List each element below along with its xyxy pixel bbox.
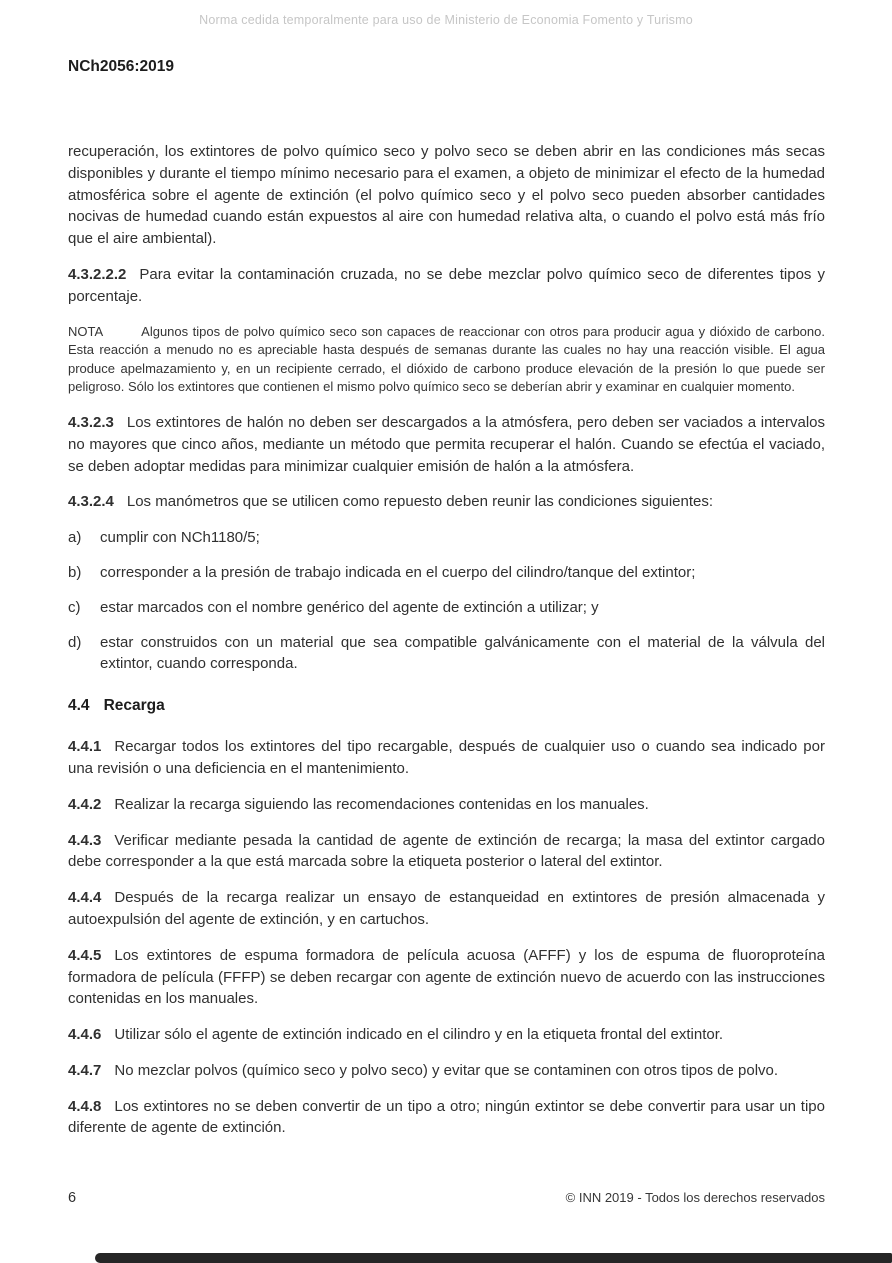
clause-text: Realizar la recarga siguiendo las recomendaciones contenidas en los manuales. bbox=[114, 795, 649, 813]
clause-number: 4.4.2 bbox=[68, 795, 102, 813]
clause-text: Los extintores de espuma formadora de película acuosa (AFFF) y los de espuma de fluoroproteína formadora de película (FFFP) se deben recargar con agente de extinción nuevo de acuerdo con las instrucciones contenidas en los manuales. bbox=[68, 946, 825, 1008]
clause-4-4-1 bbox=[68, 736, 825, 780]
clause-number: 4.4.7 bbox=[68, 1061, 102, 1079]
list-item-label: a) bbox=[68, 529, 82, 547]
clause-text: Los extintores de halón no deben ser descargados a la atmósfera, pero deben ser vaciados a intervalos no mayores que cinco años, mediante un método que permita recuperar el halón. Cuando se efectúa el vaciado, se deben adoptar medidas para minimizar cualquier emisión de halón a la atmósfera. bbox=[68, 413, 825, 475]
clause-number: 4.4.5 bbox=[68, 946, 102, 964]
clause-text: Para evitar la contaminación cruzada, no se debe mezclar polvo químico seco de diferentes tipos y porcentaje. bbox=[68, 265, 825, 305]
list-item-label: c) bbox=[68, 598, 81, 616]
list-item-text: estar marcados con el nombre genérico del agente de extinción a utilizar; y bbox=[100, 598, 599, 616]
list-item bbox=[68, 632, 825, 676]
paragraph-continuation: recuperación, los extintores de polvo químico seco y polvo seco se deben abrir en las condiciones más secas disponibles y durante el tiempo mínimo necesario para el examen, a objeto de minimizar el efecto de la humedad atmosférica sobre el agente de extinción (el polvo químico seco y el polvo seco pueden absorber cantidades nocivas de humedad cuando están expuestos al aire con humedad relativa alta, o cuando el polvo está más frío que el aire ambiental). bbox=[68, 143, 825, 248]
watermark-text: Norma cedida temporalmente para uso de Ministerio de Economia Fomento y Turismo bbox=[199, 13, 693, 27]
list-item-label: b) bbox=[68, 563, 82, 581]
clause-text: Recargar todos los extintores del tipo recargable, después de cualquier uso o cuando sea indicado por una revisión o una deficiencia en el mantenimiento. bbox=[68, 738, 825, 777]
note-block bbox=[68, 323, 825, 397]
section-heading-4-4 bbox=[68, 697, 825, 715]
clause-text: Después de la recarga realizar un ensayo de estanqueidad en extintores de presión almacenada y autoexpulsión del agente de extinción, y en cartuchos. bbox=[68, 889, 825, 928]
clause-4-3-2-2-2 bbox=[68, 264, 825, 308]
clause-4-4-6 bbox=[68, 1024, 825, 1046]
clause-4-4-4 bbox=[68, 887, 825, 931]
list-item bbox=[68, 527, 825, 549]
clause-4-4-3 bbox=[68, 830, 825, 874]
list-item bbox=[68, 597, 825, 619]
list-item-text: cumplir con NCh1180/5; bbox=[100, 529, 260, 547]
conditions-list bbox=[68, 527, 825, 675]
document-code: NCh2056:2019 bbox=[68, 58, 174, 75]
copyright-text: © INN 2019 - Todos los derechos reservados bbox=[565, 1190, 825, 1205]
clause-4-4-8 bbox=[68, 1096, 825, 1140]
list-item bbox=[68, 562, 825, 584]
bottom-edge-bar bbox=[95, 1253, 892, 1263]
clause-4-3-2-4 bbox=[68, 491, 825, 513]
clause-4-4-2 bbox=[68, 794, 825, 816]
list-item-text: estar construidos con un material que sea compatible galvánicamente con el material de la válvula del extintor, cuando corresponda. bbox=[100, 633, 825, 673]
clause-number: 4.4.1 bbox=[68, 738, 102, 756]
clause-text: Verificar mediante pesada la cantidad de agente de extinción de recarga; la masa del extintor cargado debe corresponder a la que está marcada sobre la etiqueta posterior o lateral del extintor. bbox=[68, 831, 825, 871]
clause-4-4-7 bbox=[68, 1060, 825, 1082]
clause-number: 4.3.2.2.2 bbox=[68, 265, 127, 283]
clause-4-4-5 bbox=[68, 945, 825, 1010]
section-number: 4.4 bbox=[68, 697, 90, 715]
clause-number: 4.4.3 bbox=[68, 831, 102, 849]
clause-4-3-2-3 bbox=[68, 412, 825, 477]
clause-number: 4.4.8 bbox=[68, 1097, 102, 1115]
page-footer bbox=[68, 1190, 825, 1206]
note-text: Algunos tipos de polvo químico seco son capaces de reaccionar con otros para producir agua y dióxido de carbono. Esta reacción a menudo no es apreciable hasta después de semanas durante las cuales no hay una reacción visible. El agua produce apelmazamiento y, en un recipiente cerrado, el dióxido de carbono produce elevación de la presión lo que puede ser peligroso. Sólo los extintores que contienen el mismo polvo químico seco se deberían abrir y examinar en cualquier momento. bbox=[68, 323, 825, 395]
list-item-text: corresponder a la presión de trabajo indicada en el cuerpo del cilindro/tanque del extintor; bbox=[100, 563, 696, 581]
clause-number: 4.4.6 bbox=[68, 1026, 102, 1044]
clause-number: 4.4.4 bbox=[68, 889, 102, 907]
section-title: Recarga bbox=[103, 697, 165, 715]
clause-number: 4.3.2.4 bbox=[68, 493, 114, 511]
clause-number: 4.3.2.3 bbox=[68, 413, 114, 431]
clause-text: No mezclar polvos (químico seco y polvo seco) y evitar que se contaminen con otros tipos de polvo. bbox=[114, 1061, 779, 1079]
clause-text: Los manómetros que se utilicen como repuesto deben reunir las condiciones siguientes: bbox=[126, 493, 714, 511]
list-item-label: d) bbox=[68, 633, 82, 651]
clause-text: Los extintores no se deben convertir de un tipo a otro; ningún extintor se debe convertir para usar un tipo diferente de agente de extinción. bbox=[68, 1097, 825, 1137]
clause-text: Utilizar sólo el agente de extinción indicado en el cilindro y en la etiqueta frontal del extintor. bbox=[114, 1026, 724, 1044]
note-label: NOTA bbox=[68, 323, 104, 339]
page-number: 6 bbox=[68, 1190, 77, 1206]
page-content bbox=[68, 141, 825, 1153]
